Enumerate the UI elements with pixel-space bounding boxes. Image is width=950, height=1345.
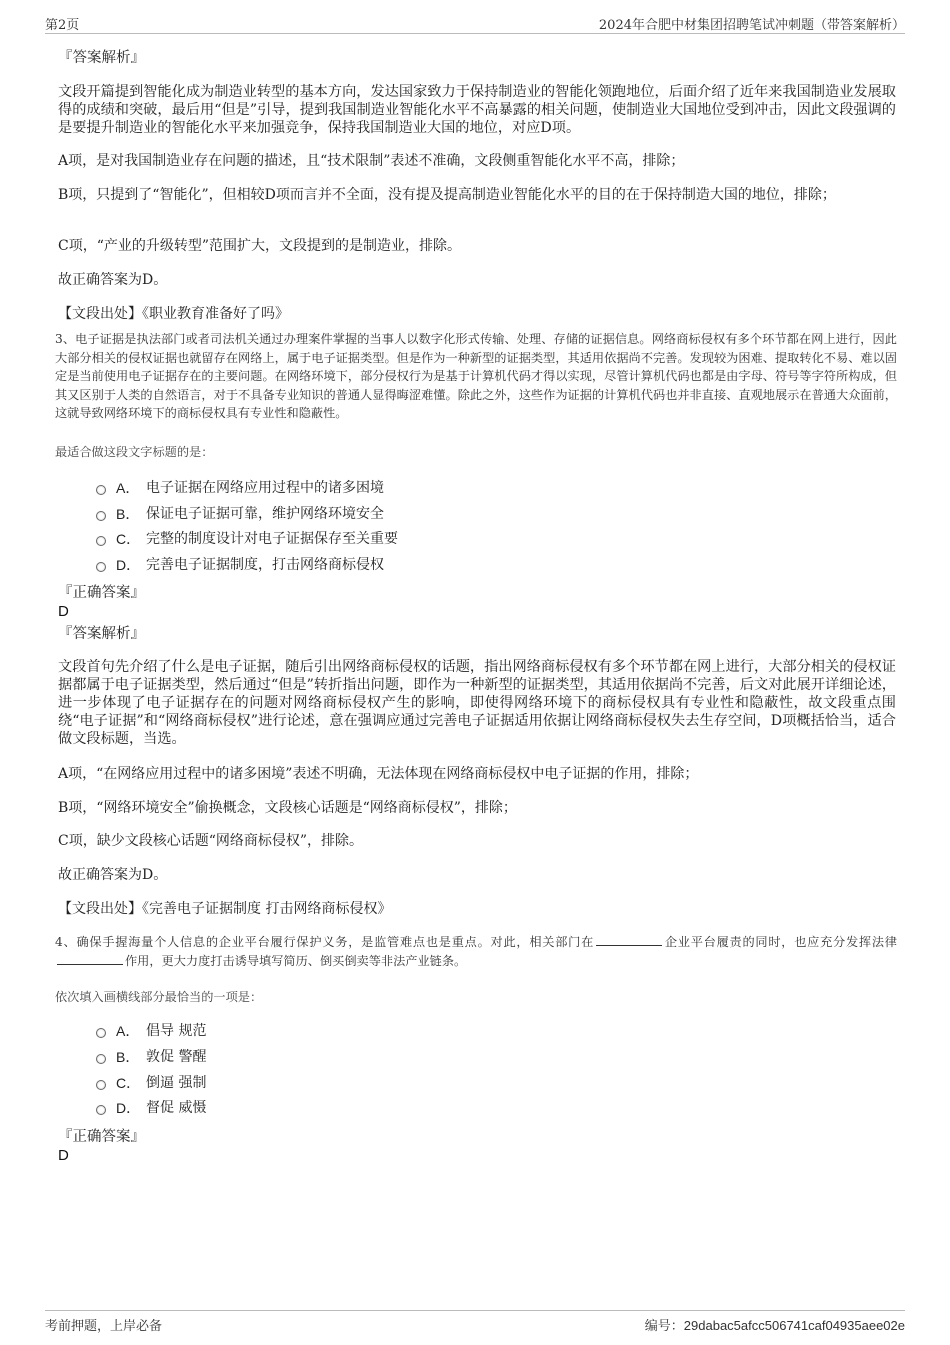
q4-prompt: 依次填入画横线部分最恰当的一项是：: [55, 990, 263, 1004]
q2-option-b-note: B项，只提到了“智能化”，但相较D项而言并不全面，没有提及提高制造业智能化水平的目的在于保持制造大国的地位，排除；: [58, 187, 836, 203]
q2-analysis-tag: 『答案解析』: [58, 50, 145, 66]
q3-stem: 3、电子证据是执法部门或者司法机关通过办理案件掌握的当事人以数字化形式传输、处理、存储的证据信息。网络商标侵权有多个环节都在网上进行，因此大部分相关的侵权证据也就留存在网络上，属于电子证据类型。但是作为一种新型的证据类型，其适用依据尚不完善。发现较为困难、提取转化不易、难以固定是当前使用电子证据存在的主要问题。在网络环境下，部分侵权行为是基于计算机代码才得以实现，尽管计算机代码也都是由字母、符号等字符所构成，但其又区别于人类的自然语言，对于不具备专业知识的普通人显得晦涩难懂。除此之外，这些作为证据的计算机代码也并非直接、直观地展示在普通大众面前，这就导致网络环境下的商标侵权具有专业性和隐蔽性。: [55, 332, 897, 420]
radio-icon[interactable]: [96, 1105, 106, 1115]
q3-option-b[interactable]: [96, 505, 384, 523]
q4-option-c[interactable]: [96, 1074, 206, 1092]
q4-answer-tag: 『正确答案』: [58, 1129, 145, 1145]
code-label: 编号：: [644, 1319, 684, 1334]
footer-code: [645, 1315, 905, 1334]
fill-blank-2: [57, 952, 123, 965]
q4-stem: [55, 933, 897, 970]
code-value: 29dabac5afcc506741caf04935aee02e: [683, 1318, 905, 1333]
option-letter: D．: [116, 557, 141, 573]
q3-source: 【文段出处】《完善电子证据制度 打击网络商标侵权》: [58, 901, 392, 917]
q3-option-c[interactable]: [96, 530, 398, 548]
option-letter: C．: [116, 531, 141, 547]
option-letter: A．: [116, 480, 140, 496]
option-text: 倡导 规范: [146, 1023, 207, 1039]
q2-source: 【文段出处】《职业教育准备好了吗》: [58, 306, 289, 322]
header-divider: [45, 33, 905, 34]
q3-conclusion: 故正确答案为D。: [58, 867, 168, 883]
q4-option-b[interactable]: [96, 1048, 206, 1066]
option-text: 电子证据在网络应用过程中的诸多困境: [146, 480, 384, 496]
radio-icon[interactable]: [96, 1028, 106, 1038]
option-text: 敦促 警醒: [146, 1049, 207, 1065]
radio-icon[interactable]: [96, 511, 106, 521]
q4-option-a[interactable]: [96, 1022, 206, 1040]
q3-analysis-paragraph: 文段首句先介绍了什么是电子证据，随后引出网络商标侵权的话题，指出网络商标侵权有多个环节都在网上进行，大部分相关的侵权证据都属于电子证据类型，然后通过“但是”转折指出问题，即作为一种新型的证据类型，其适用依据尚不完善，后文对此展开详细论述，进一步体现了电子证据存在的问题对网络商标侵权产生的影响，即使得网络环境下的商标侵权具有专业性和隐蔽性，故文段重点围绕“电子证据”和“网络商标侵权”进行论述，意在强调应通过完善电子证据适用依据让网络商标侵权失去生存空间，D项概括恰当，适合做文段标题，当选。: [58, 659, 896, 747]
option-text: 完整的制度设计对电子证据保存至关重要: [146, 531, 398, 547]
q3-option-d[interactable]: [96, 556, 384, 574]
option-text: 督促 威慑: [146, 1100, 207, 1116]
q3-option-c-note: C项，缺少文段核心话题“网络商标侵权”，排除。: [58, 833, 364, 849]
option-letter: B．: [116, 1049, 140, 1065]
radio-icon[interactable]: [96, 562, 106, 572]
q4-answer: D: [58, 1147, 69, 1164]
radio-icon[interactable]: [96, 1080, 106, 1090]
option-letter: D．: [116, 1100, 141, 1116]
q3-option-b-note: B项，“网络环境安全”偷换概念，文段核心话题是“网络商标侵权”，排除；: [58, 800, 517, 816]
q3-prompt: 最适合做这段文字标题的是：: [55, 445, 214, 459]
q2-option-a-note: A项，是对我国制造业存在问题的描述，且“技术限制”表述不准确，文段侧重智能化水平不高，排除；: [58, 153, 685, 169]
radio-icon[interactable]: [96, 1054, 106, 1064]
q2-analysis-paragraph: 文段开篇提到智能化成为制造业转型的基本方向，发达国家致力于保持制造业的智能化领跑地位，后面介绍了近年来我国制造业发展取得的成绩和突破，最后用“但是”引导，提到我国制造业智能化水平不高暴露的相关问题，使制造业大国地位受到冲击，因此文段强调的是要提升制造业的智能化水平来加强竞争，保持我国制造业大国的地位，对应D项。: [58, 84, 896, 136]
q4-stem-part2: 企业平台履责的同时，也应充分发挥法律: [664, 935, 897, 949]
document-title: 2024年合肥中材集团招聘笔试冲刺题（带答案解析）: [598, 18, 905, 33]
q4-stem-part3: 作用，更大力度打击诱导填写简历、倒买倒卖等非法产业链条。: [125, 953, 467, 968]
radio-icon[interactable]: [96, 536, 106, 546]
footer-slogan: 考前押题，上岸必备: [45, 1319, 163, 1334]
option-text: 完善电子证据制度，打击网络商标侵权: [146, 557, 384, 573]
option-letter: A．: [116, 1023, 140, 1039]
q3-option-a[interactable]: [96, 479, 384, 497]
option-letter: B．: [116, 506, 140, 522]
radio-icon[interactable]: [96, 485, 106, 495]
q3-answer: D: [58, 603, 69, 620]
q4-option-d[interactable]: [96, 1099, 206, 1117]
footer-divider: [45, 1310, 905, 1311]
q3-analysis-tag: 『答案解析』: [58, 626, 145, 642]
q2-option-c-note: C项，“产业的升级转型”范围扩大，文段提到的是制造业，排除。: [58, 238, 462, 254]
fill-blank-1: [596, 933, 662, 946]
q4-stem-part1: 4、确保手握海量个人信息的企业平台履行保护义务，是监管难点也是重点。对此，相关部门在: [55, 935, 595, 949]
q3-answer-tag: 『正确答案』: [58, 585, 145, 601]
option-text: 倒逼 强制: [146, 1075, 207, 1091]
q3-option-a-note: A项，“在网络应用过程中的诸多困境”表述不明确，无法体现在网络商标侵权中电子证据的作用，排除；: [58, 766, 699, 782]
option-text: 保证电子证据可靠，维护网络环境安全: [146, 506, 384, 522]
page-number: 第2页: [45, 18, 80, 33]
q2-conclusion: 故正确答案为D。: [58, 272, 168, 288]
option-letter: C．: [116, 1075, 141, 1091]
